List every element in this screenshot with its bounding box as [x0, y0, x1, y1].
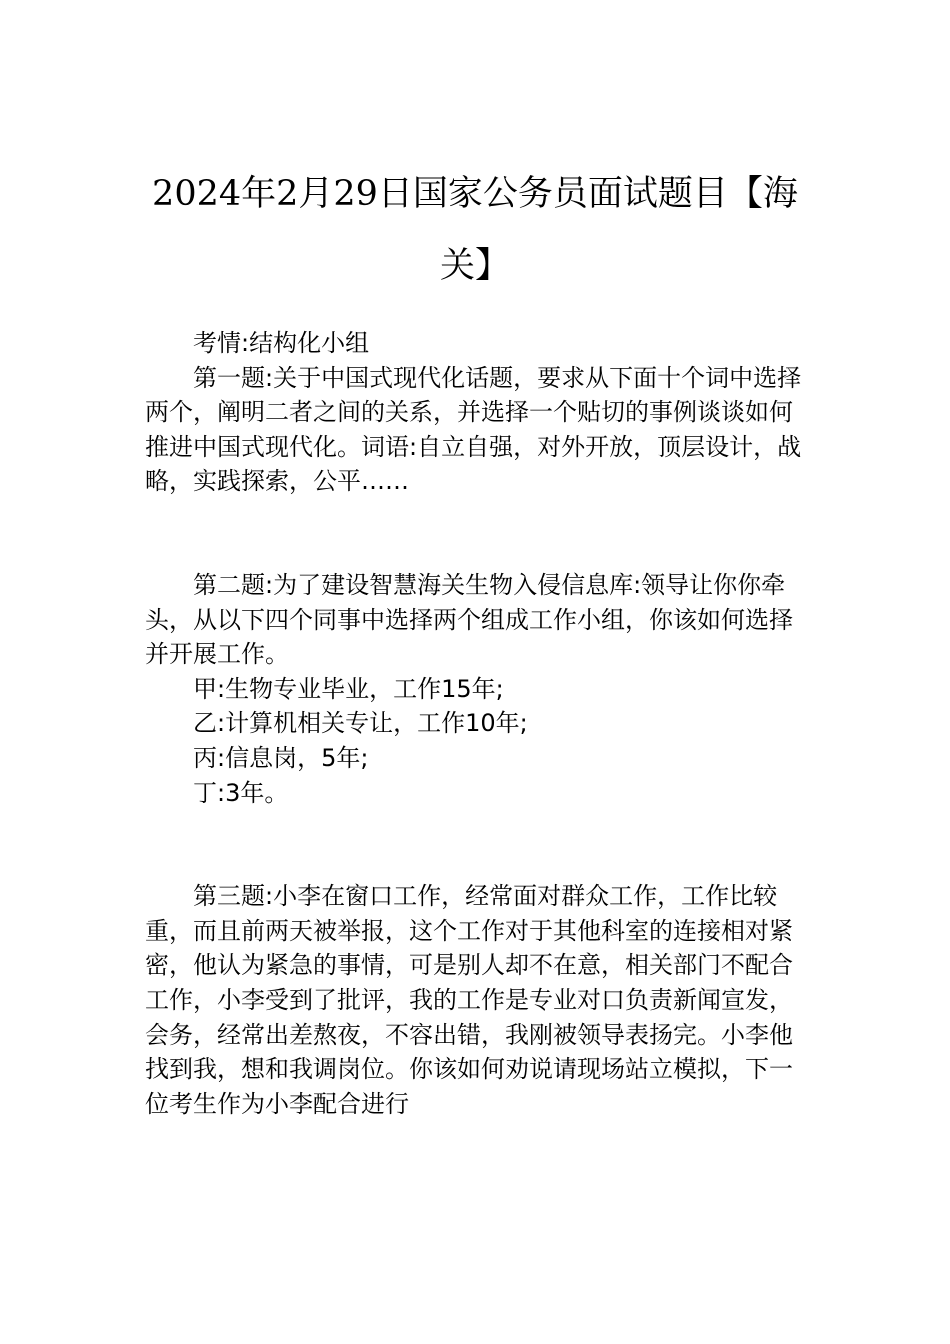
paragraph-spacer [145, 499, 809, 568]
question-2-option-a: 甲:生物专业毕业，工作15年; [193, 674, 504, 703]
paragraph-spacer [145, 810, 809, 879]
question-2-option-b: 乙:计算机相关专让，工作10年; [193, 709, 528, 738]
question-1-paragraph: 第一题:关于中国式现代化话题，要求从下面十个词中选择两个，阐明二者之间的关系，并选择一个贴切的事例谈谈如何推进中国式现代化。词语:自立自强，对外开放，顶层设计，战略，实践探索，公平…… [145, 363, 802, 496]
question-2-paragraph: 第二题:为了建设智慧海关生物入侵信息库:领导让你你牵头，从以下四个同事中选择两个组成工作小组，你该如何选择并开展工作。 [145, 570, 793, 669]
exam-info-paragraph: 考情:结构化小组 [193, 329, 370, 357]
question-2-option-c: 丙:信息岗，5年; [193, 743, 369, 772]
document-title: 2024年2月29日国家公务员面试题目【海关】 [152, 174, 798, 286]
document-body [145, 326, 809, 1121]
question-2-option-d: 丁:3年。 [193, 778, 289, 807]
question-3-paragraph: 第三题:小李在窗口工作，经常面对群众工作，工作比较重，而且前两天被举报，这个工作对于其他科室的连接相对紧密，他认为紧急的事情，可是别人却不在意，相关部门不配合工作，小李受到了批评，我的工作是专业对口负责新闻宣发，会务，经常出差熬夜，不容出错，我刚被领导表扬完。小李他找到我，想和我调岗位。你该如何劝说请现场站立模拟，下一位考生作为小李配合进行 [145, 882, 793, 1118]
